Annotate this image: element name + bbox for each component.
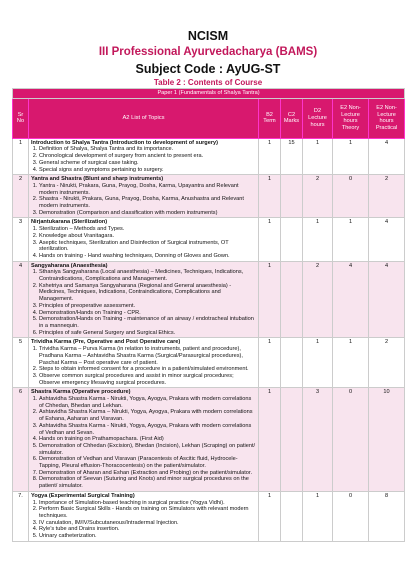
topic-item: 2. Perform Basic Surgical Skills - Hands on training on Simulators with relevant modern techniques. (39, 506, 256, 519)
topic-item: 5. Demonstration/Hands on Training - maintenance of an airway / endotracheal intubation in a mannequin. (39, 316, 256, 329)
cell-marks: 15 (281, 138, 303, 175)
col-header-marks: C2 Marks (281, 98, 303, 138)
table-row (13, 388, 405, 492)
cell-topic (29, 388, 259, 492)
table-row (13, 338, 405, 388)
cell-theory-hours: 1 (333, 138, 369, 175)
cell-lecture-hours: 1 (303, 218, 333, 261)
topic-item: 1. Importance of Simulation-based teaching in surgical practice (Yogya Vidhi). (39, 500, 256, 507)
topic-item: 3. Aseptic techniques, Sterilization and Disinfection of Surgical instruments, OT sterilization. (39, 240, 256, 253)
topic-item: 2. Ashtavidha Shastra Karma – Nirukti, Yogya, Ayogya, Prakara with modern correlations of Eshana, Aaharan and Visravan. (39, 409, 256, 422)
topic-title: Sangyaharana (Anaesthesia) (31, 262, 108, 269)
cell-marks (281, 218, 303, 261)
topic-title: Nirjantukarana (Sterilization) (31, 219, 108, 226)
topic-item: 6. Demonstration of Vedhan and Visravan (Paracentesis of Ascitic fluid, Hydrocele- Tapping, Pleural effusion-Thoracocentesis) on the patient/simulator. (39, 456, 256, 469)
topic-items (31, 183, 256, 217)
topic-item: 1. Sterilization – Methods and Types. (39, 226, 256, 233)
topic-items (31, 269, 256, 336)
cell-sr-no: 3 (13, 218, 29, 261)
cell-practical-hours: 2 (369, 338, 405, 388)
topic-item: 1. Definition of Shalya, Shalya Tantra and its importance. (39, 146, 256, 153)
topic-item: 7. Demonstration of Aharan and Eshan (Extraction and Probing) on the patient/simulator. (39, 470, 256, 477)
table-body (13, 138, 405, 541)
table-title: Table 2 : Contents of Course (153, 78, 263, 87)
cell-topic (29, 491, 259, 541)
col-header-lecture: D2 Lecture hours (303, 98, 333, 138)
topic-title: Yantra and Shastra (Blunt and sharp instruments) (31, 176, 164, 183)
subject-code-heading: Subject Code : AyUG-ST (135, 62, 281, 76)
cell-sr-no: 4 (13, 261, 29, 338)
topic-item: 3. Principles of preoperative assessment. (39, 303, 256, 310)
topic-title: Shastra Karma (Operative procedure) (31, 389, 131, 396)
cell-practical-hours: 8 (369, 491, 405, 541)
cell-theory-hours: 0 (333, 388, 369, 492)
table-row (13, 138, 405, 175)
cell-theory-hours: 4 (333, 261, 369, 338)
topic-item: 2. Chronological development of surgery from ancient to present era. (39, 153, 256, 160)
cell-term: 1 (259, 338, 281, 388)
cell-sr-no: 2 (13, 175, 29, 218)
org-heading: NCISM (187, 29, 229, 43)
cell-marks (281, 175, 303, 218)
topic-item: 3. IV canulation, IM/IV/Subcutaneous/Intradermal Injection. (39, 520, 256, 527)
topic-item: 5. Urinary catheterization. (39, 533, 256, 540)
cell-theory-hours: 1 (333, 218, 369, 261)
topic-title: Trividha Karma (Pre, Operative and Post Operative care) (31, 339, 181, 346)
cell-theory-hours: 0 (333, 491, 369, 541)
cell-theory-hours: 1 (333, 338, 369, 388)
topic-items (31, 500, 256, 540)
topic-item: 1. Trividha Karma – Purva Karma (in relation to instruments, patient and procedure), Pradhana Karma – Ashtavidha Shastra Karma (Surgical/Parasurgical procedures), Paschat Karma – Post operative care of patient. (39, 346, 256, 366)
topic-item: 2. Shastra - Nirukti, Prakara, Guna, Prayog, Dosha, Karma, Anushastra and Relevant modern instruments. (39, 196, 256, 209)
topic-item: 4. Hands on training on Prathamopachara. (First Aid) (39, 436, 256, 443)
cell-lecture-hours: 1 (303, 138, 333, 175)
topic-item: 4. Special signs and symptoms pertaining to surgery. (39, 167, 256, 174)
topic-title: Introduction to Shalya Tantra (Introduction to development of surgery) (31, 139, 218, 146)
cell-topic (29, 138, 259, 175)
cell-practical-hours: 4 (369, 218, 405, 261)
topic-item: 1. Ashtavidha Shastra Karma - Nirukti, Yogya, Ayogya, Prakara with modern correlations of Chhedan, Bhedan and Lekhan. (39, 396, 256, 409)
col-header-term: B2 Term (259, 98, 281, 138)
course-contents-table (12, 88, 405, 542)
table-row (13, 218, 405, 261)
topic-item: 8. Demonstration of Seevan (Suturing and Knots) and minor surgical procedures on the patient/ simulator. (39, 476, 256, 489)
cell-practical-hours: 4 (369, 261, 405, 338)
topic-item: 3. Demonstration (Comparison and classification with modern instruments) (39, 210, 256, 217)
cell-term: 1 (259, 491, 281, 541)
cell-lecture-hours: 3 (303, 388, 333, 492)
col-header-topics: A2 List of Topics (29, 98, 259, 138)
col-header-sr: Sr No (13, 98, 29, 138)
cell-topic (29, 338, 259, 388)
cell-term: 1 (259, 138, 281, 175)
topic-item: 4. Ryle’s tube and Drains insertion. (39, 526, 256, 533)
topic-item: 2. Steps to obtain informed consent for a procedure in a patient/simulated environment. (39, 366, 256, 373)
program-heading: III Professional Ayurvedacharya (BAMS) (98, 46, 318, 58)
cell-lecture-hours: 1 (303, 338, 333, 388)
col-header-theory: E2 Non-Lecture hours Theory (333, 98, 369, 138)
cell-sr-no: 6 (13, 388, 29, 492)
topic-item: 6. Principles of safe General Surgery and Surgical Ethics. (39, 330, 256, 337)
topic-item: 2. Kshetriya and Samanya Sangyaharana (Regional and General anaesthesia) - Medicines, Techniques, Indications, Contraindications, Complications and Management. (39, 283, 256, 303)
topic-items (31, 146, 256, 173)
topic-items (31, 396, 256, 490)
cell-marks (281, 261, 303, 338)
cell-practical-hours: 4 (369, 138, 405, 175)
topic-items (31, 226, 256, 260)
topic-items (31, 346, 256, 386)
cell-sr-no: 5 (13, 338, 29, 388)
cell-marks (281, 388, 303, 492)
topic-item: 3. Observe common surgical procedures and assist in minor surgical procedures; Observe emergency lifesaving surgical procedures. (39, 373, 256, 386)
topic-item: 1. Sthaniya Sangyaharana (Local anaesthesia) – Medicines, Techniques, Indications, Contraindications, Complications and Management. (39, 269, 256, 282)
topic-item: 2. Knowledge about Vranitagara. (39, 233, 256, 240)
topic-item: 3. General scheme of surgical case taking. (39, 160, 256, 167)
cell-term: 1 (259, 388, 281, 492)
topic-item: 4. Demonstration/Hands on Training - CPR. (39, 310, 256, 317)
paper-label: Paper 1 (Fundamentals of Shalya Tantra) (13, 89, 405, 99)
cell-topic (29, 261, 259, 338)
cell-term: 1 (259, 218, 281, 261)
table-row (13, 261, 405, 338)
topic-title: Yogya (Experimental Surgical Training) (31, 492, 135, 499)
cell-term: 1 (259, 175, 281, 218)
cell-lecture-hours: 1 (303, 491, 333, 541)
topic-item: 3. Ashtavidha Shastra Karma - Nirukti, Yogya, Ayogya, Prakara with modern correlations of Vedhan and Sevan. (39, 423, 256, 436)
table-row (13, 491, 405, 541)
cell-marks (281, 338, 303, 388)
cell-topic (29, 175, 259, 218)
cell-lecture-hours: 2 (303, 261, 333, 338)
cell-lecture-hours: 2 (303, 175, 333, 218)
cell-practical-hours: 2 (369, 175, 405, 218)
cell-topic (29, 218, 259, 261)
cell-theory-hours: 0 (333, 175, 369, 218)
topic-item: 4. Hands on training - Hand washing techniques, Donning of Gloves and Gown. (39, 253, 256, 260)
table-row (13, 175, 405, 218)
cell-practical-hours: 10 (369, 388, 405, 492)
topic-item: 1. Yantra - Nirukti, Prakara, Guna, Prayog, Dosha, Karma, Upayantra and Relevant modern instruments. (39, 183, 256, 196)
topic-item: 5. Demonstration of Chhedan (Excision), Bhedan (Incision), Lekhan (Scraping) on patient/ simulator. (39, 443, 256, 456)
cell-term: 1 (259, 261, 281, 338)
col-header-practical: E2 Non-Lecture hours Practical (369, 98, 405, 138)
cell-sr-no: 7. (13, 491, 29, 541)
cell-marks (281, 491, 303, 541)
cell-sr-no: 1 (13, 138, 29, 175)
